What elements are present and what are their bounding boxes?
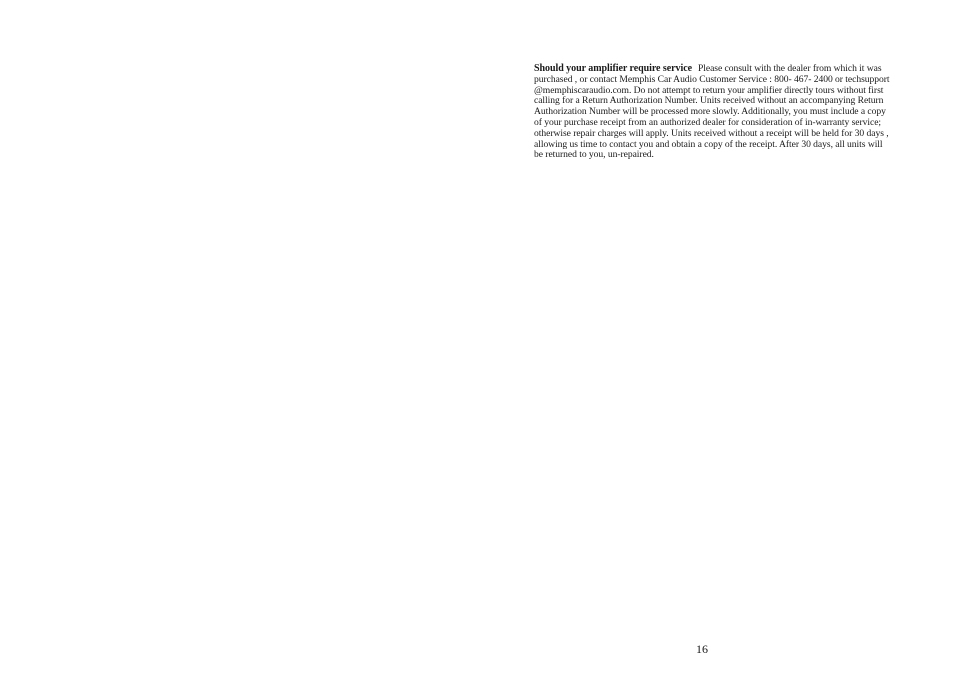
service-text-line: allowing us time to contact you and obtain a copy of the receipt. After 30 days, all units will	[534, 138, 883, 150]
service-text-line: Please consult with the dealer from which it was	[697, 63, 882, 74]
service-text-line: otherwise repair charges will apply. Units received without a receipt will be held for 30 days ,	[534, 127, 889, 139]
page-number: 16	[696, 642, 708, 656]
service-text-line: Authorization Number will be processed more slowly. Additionally, you must include a copy	[534, 106, 886, 118]
service-text-line: purchased , or contact Memphis Car Audio Customer Service : 800- 467- 2400 or techsupport	[534, 73, 890, 85]
service-text-line: @memphiscaraudio.com. Do not attempt to return your amplifier directly tours without first	[534, 84, 884, 96]
service-text-line: be returned to you, un-repaired.	[534, 149, 654, 161]
service-text-line: calling for a Return Authorization Number. Units received without an accompanying Return	[534, 95, 884, 107]
service-instructions	[534, 64, 904, 161]
service-text-line: of your purchase receipt from an authorized dealer for consideration of in-warranty service;	[534, 116, 882, 128]
service-heading: Should your amplifier require service	[534, 63, 692, 74]
